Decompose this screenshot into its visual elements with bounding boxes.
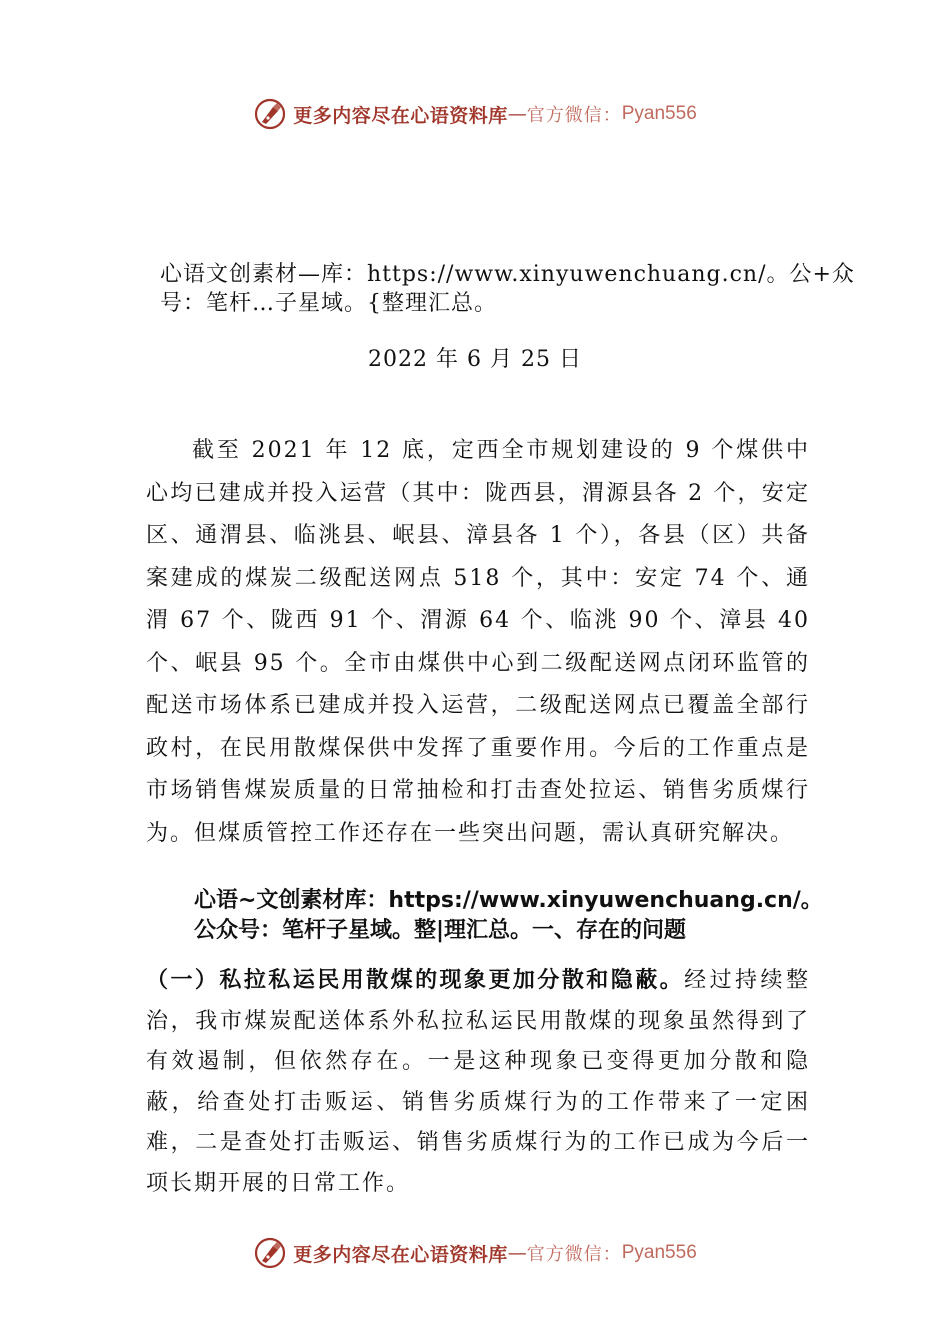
banner-dash: —: [507, 103, 527, 125]
pen-nib-logo-icon: [253, 97, 287, 131]
banner-wechat-id: Pyan556: [621, 103, 697, 124]
banner-wechat-label: 官方微信：: [526, 1244, 622, 1265]
body-paragraph: 截至 2021 年 12 底，定西全市规划建设的 9 个煤供中心均已建成并投入运营（其中：陇西县，渭源县各 2 个，安定区、通渭县、临洮县、岷县、漳县各 1 个），各县（区）共备案建成的煤炭二级配送网点 518 个，其中：安定 74 个、通渭 67 个、陇西 91 个、渭源 64 个、临洮 90 个、漳县 40 个、岷县 95 个。全市由煤供中心到二级配送网点闭环监管的配送市场体系已建成并投入运营，二级配送网点已覆盖全部行政村，在民用散煤保供中发挥了重要作用。今后的工作重点是市场销售煤炭质量的日常抽检和打击查处拉运、销售劣质煤行为。但煤质管控工作还存在一些突出问题，需认真研究解决。: [146, 438, 810, 846]
banner-main-text: 更多内容尽在心语资料库: [293, 1243, 508, 1266]
source-note: 心语文创素材—库：https://www.xinyuwenchuang.cn/。公+众号：笔杆…子星域。{整理汇总。: [160, 262, 855, 316]
banner-wechat-label: 官方微信：: [526, 105, 622, 126]
section-paragraph: [146, 960, 810, 1204]
document-date: 2022 年 6 月 25 日: [368, 347, 582, 372]
subsection-title: （一）私拉私运民用散煤的现象更加分散和隐蔽。: [146, 967, 685, 993]
footer-banner: [0, 1233, 950, 1273]
banner-dash: —: [507, 1242, 527, 1264]
banner-main-text: 更多内容尽在心语资料库: [293, 104, 508, 127]
banner-wechat-id: Pyan556: [621, 1242, 697, 1263]
subsection-text: 经过持续整治，我市煤炭配送体系外私拉私运民用散煤的现象虽然得到了有效遏制，但依然存在。一是这种现象已变得更加分散和隐蔽，给查处打击贩运、销售劣质煤行为的工作带来了一定困难，二是查处打击贩运、销售劣质煤行为的工作已成为今后一项长期开展的日常工作。: [146, 968, 810, 1196]
pen-nib-logo-icon: [253, 1236, 287, 1270]
section-heading: 心语~文创素材库：https://www.xinyuwenchuang.cn/。公众号：笔杆子星域。整|理汇总。一、存在的问题: [194, 888, 823, 943]
header-banner: [0, 94, 950, 134]
